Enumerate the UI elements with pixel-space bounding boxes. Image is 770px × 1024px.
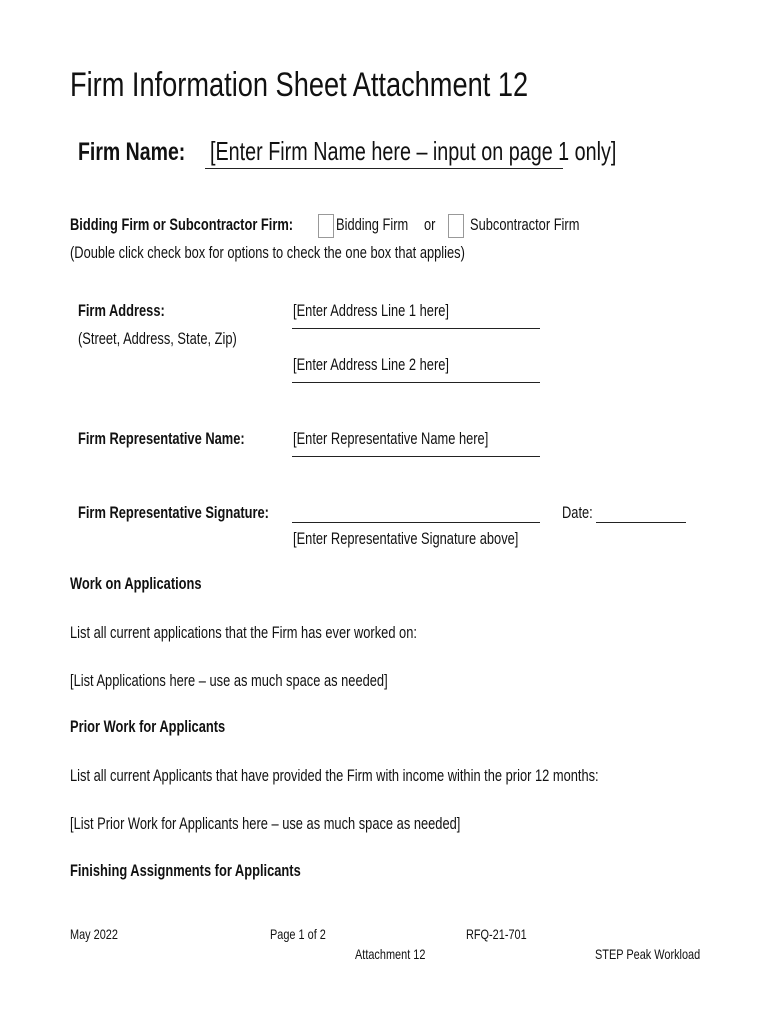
rep-name-field[interactable]: [Enter Representative Name here] [293,430,489,448]
prior-work-field[interactable]: [List Prior Work for Applicants here – use as much space as needed] [70,815,461,833]
bidding-firm-option: Bidding Firm [336,216,409,234]
footer-rfq: RFQ-21-701 [466,926,527,942]
subcontractor-firm-checkbox[interactable] [448,214,464,238]
firm-name-field[interactable]: [Enter Firm Name here – input on page 1 only] [210,136,617,166]
address-line2-field[interactable]: [Enter Address Line 2 here] [293,356,449,374]
work-apps-instruction: List all current applications that the Firm has ever worked on: [70,624,417,642]
signature-caption: [Enter Representative Signature above] [293,530,519,548]
bidding-note: (Double click check box for options to check the one box that applies) [70,244,465,262]
work-apps-field[interactable]: [List Applications here – use as much space as needed] [70,672,388,690]
rep-signature-label: Firm Representative Signature: [78,504,269,522]
signature-line[interactable] [292,522,540,523]
address-line1-underline [292,328,540,329]
address-line1-field[interactable]: [Enter Address Line 1 here] [293,302,449,320]
address-line2-underline [292,382,540,383]
rep-name-label: Firm Representative Name: [78,430,245,448]
prior-work-heading: Prior Work for Applicants [70,718,226,736]
rep-name-underline [292,456,540,457]
date-label: Date: [562,504,593,522]
finishing-heading: Finishing Assignments for Applicants [70,862,301,880]
bidding-or: or [424,216,436,234]
bidding-firm-checkbox[interactable] [318,214,334,238]
page-title: Firm Information Sheet Attachment 12 [70,66,529,104]
footer-project: STEP Peak Workload [595,946,701,962]
address-label: Firm Address: [78,302,165,320]
subcontractor-firm-option: Subcontractor Firm [470,216,580,234]
firm-name-underline [205,168,563,169]
footer-attachment: Attachment 12 [355,946,426,962]
work-apps-heading: Work on Applications [70,575,202,593]
date-line[interactable] [596,522,686,523]
prior-work-instruction: List all current Applicants that have provided the Firm with income within the prior 12 months: [70,767,599,785]
footer-page: Page 1 of 2 [270,926,326,942]
footer-date: May 2022 [70,926,118,942]
address-sublabel: (Street, Address, State, Zip) [78,330,237,348]
bidding-label: Bidding Firm or Subcontractor Firm: [70,216,294,234]
firm-name-label: Firm Name: [78,138,186,166]
